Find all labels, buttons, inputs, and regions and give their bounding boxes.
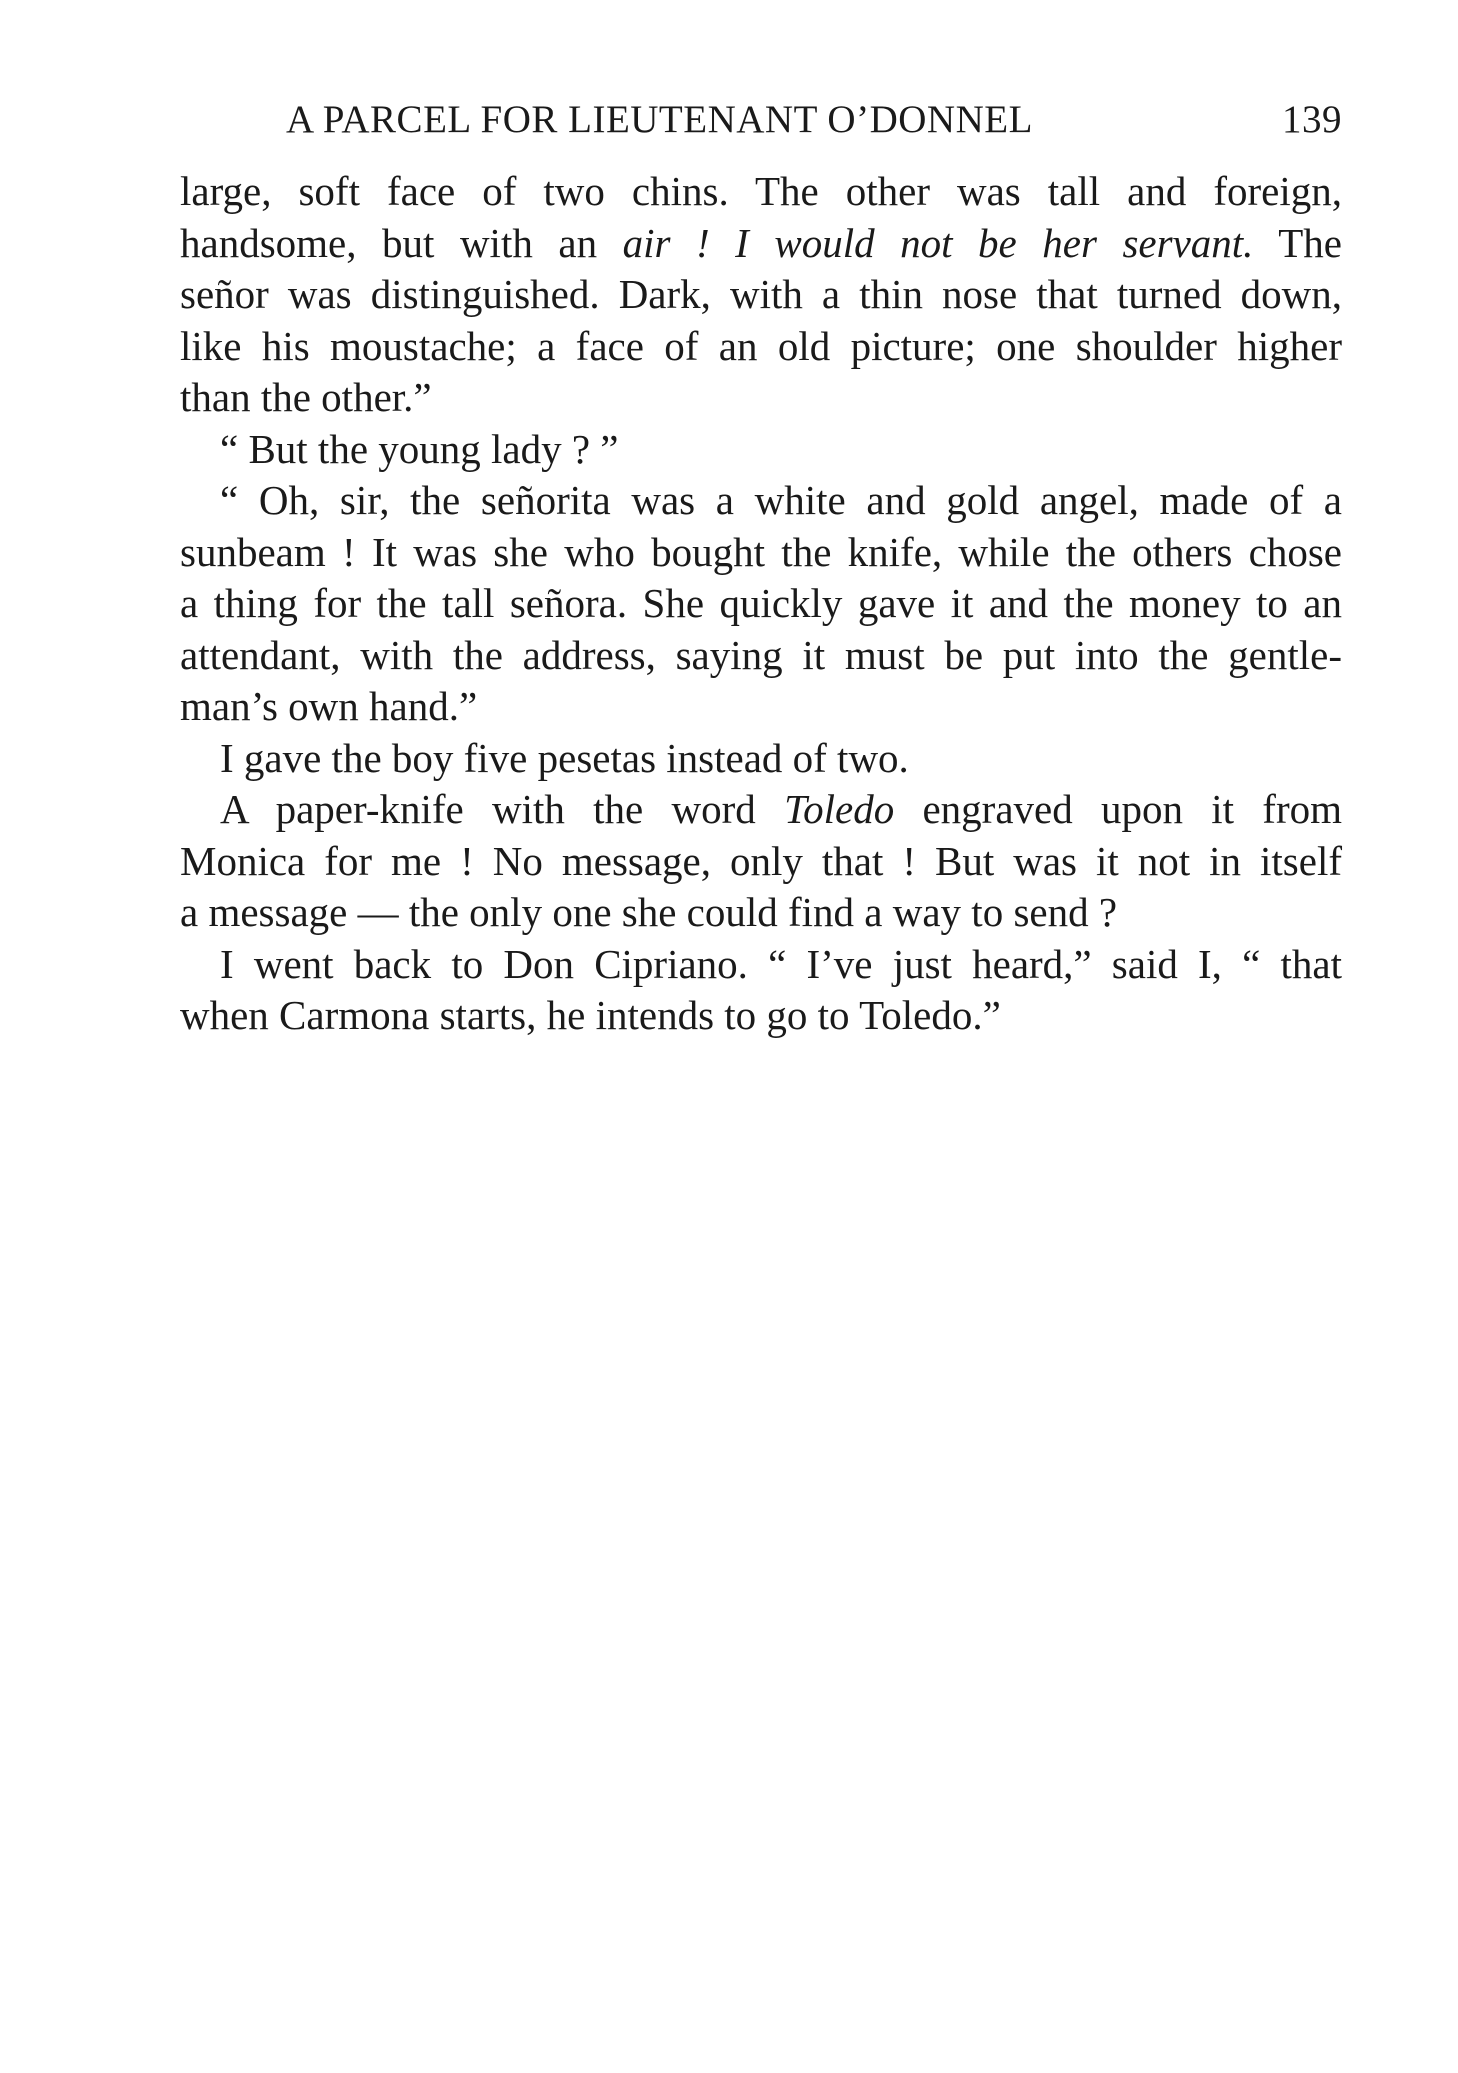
body-text xyxy=(180,166,1342,1042)
page-number: 139 xyxy=(1282,98,1342,141)
text-line: “ Oh, sir, the señorita was a white and gold angel, made of a xyxy=(220,477,1342,523)
text-line: handsome, but with an air ! I would not be her servant. The xyxy=(180,219,1342,266)
running-head xyxy=(180,96,1342,144)
text-line: than the other.” xyxy=(180,374,432,420)
text-line: A paper-knife with the word Toledo engraved upon it from xyxy=(220,786,1342,832)
text-line: Monica for me ! No message, only that ! But was it not in itself xyxy=(180,837,1342,884)
text-line: I gave the boy five pesetas instead of two. xyxy=(220,734,909,781)
text-line: I went back to Don Cipriano. “ I’ve just heard,” said I, “ that xyxy=(220,940,1342,987)
text-line: large, soft face of two chins. The other was tall and foreign, xyxy=(180,168,1342,214)
text-line: señor was distinguished. Dark, with a thin nose that turned down, xyxy=(180,271,1342,317)
text-line: a message — the only one she could find a way to send ? xyxy=(180,889,1118,935)
text-line: like his moustache; a face of an old picture; one shoulder higher xyxy=(180,322,1342,369)
text-line: a thing for the tall señora. She quickly gave it and the money to an xyxy=(180,580,1342,626)
text-line: man’s own hand.” xyxy=(180,683,478,729)
text-line: when Carmona starts, he intends to go to Toledo.” xyxy=(180,992,1001,1038)
text-line: “ But the young lady ? ” xyxy=(220,425,619,472)
running-head-title: A PARCEL FOR LIEUTENANT O’DONNEL xyxy=(286,98,1033,141)
text-line: sunbeam ! It was she who bought the knife, while the others chose xyxy=(180,528,1342,575)
text-line: attendant, with the address, saying it must be put into the gentle- xyxy=(180,631,1342,678)
